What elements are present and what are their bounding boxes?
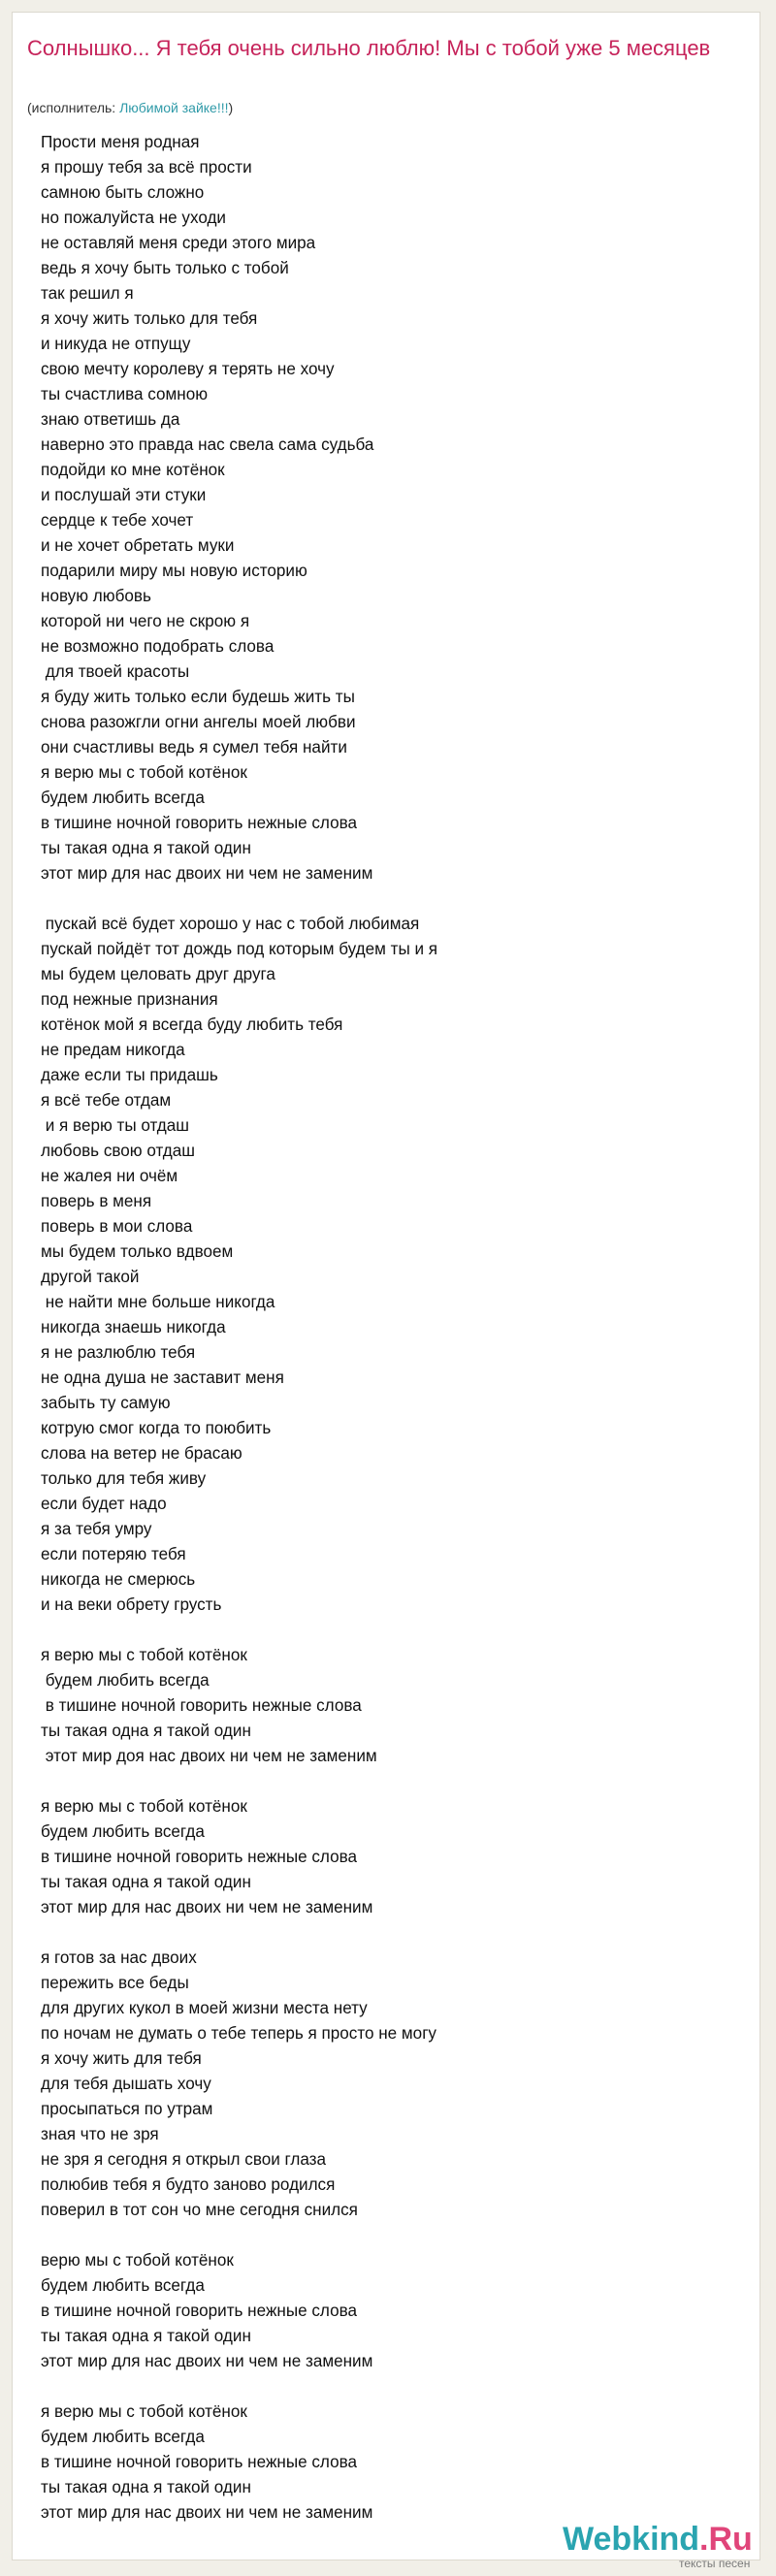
lyric-line: поверь в меня <box>41 1192 152 1210</box>
lyric-line: этот мир для нас двоих ни чем не заменим <box>41 864 373 883</box>
lyric-line: котёнок мой я всегда буду любить тебя <box>41 1015 343 1034</box>
lyric-line: я верю мы с тобой котёнок <box>41 2402 247 2421</box>
logo-wordmark-main: Webkind <box>563 2521 700 2558</box>
lyric-line: ведь я хочу быть только с тобой <box>41 259 289 277</box>
lyric-line: пускай всё будет хорошо у нас с тобой любимая <box>41 915 420 933</box>
lyric-line: будем любить всегда <box>41 789 205 807</box>
lyric-line: будем любить всегда <box>41 1822 205 1841</box>
lyric-line: мы будем целовать друг друга <box>41 965 275 983</box>
site-logo[interactable] <box>563 2520 766 2570</box>
lyric-line: ты такая одна я такой один <box>41 2327 251 2345</box>
lyric-line: этот мир доя нас двоих ни чем не заменим <box>41 1747 377 1765</box>
lyric-line: так решил я <box>41 284 134 303</box>
lyric-line: этот мир для нас двоих ни чем не заменим <box>41 2503 373 2522</box>
lyric-line: пережить все беды <box>41 1974 189 1992</box>
lyric-line: и на веки обрету грусть <box>41 1595 222 1614</box>
lyric-line: не возможно подобрать слова <box>41 637 275 656</box>
performer-link[interactable]: Любимой зайке!!! <box>119 100 229 115</box>
lyric-line: я верю мы с тобой котёнок <box>41 1646 247 1664</box>
lyric-line: любовь свою отдаш <box>41 1142 195 1160</box>
lyric-line: для тебя дышать хочу <box>41 2075 211 2093</box>
lyric-line <box>41 2223 739 2248</box>
lyric-line: для других кукол в моей жизни места нету <box>41 1999 368 2017</box>
lyric-line: полюбив тебя я будто заново родился <box>41 2175 336 2194</box>
lyric-line: поверил в тот сон чо мне сегодня снился <box>41 2201 358 2219</box>
lyric-line: я верю мы с тобой котёнок <box>41 763 247 782</box>
logo-tagline: тексты песен <box>679 2557 751 2570</box>
lyric-line: я верю мы с тобой котёнок <box>41 1797 247 1816</box>
lyric-line: и никуда не отпущу <box>41 335 191 353</box>
lyric-line: ты такая одна я такой один <box>41 1873 251 1891</box>
lyric-line: мы будем только вдвоем <box>41 1242 234 1261</box>
lyric-line: в тишине ночной говорить нежные слова <box>41 2453 357 2471</box>
lyric-line: я всё тебе отдам <box>41 1091 172 1110</box>
lyric-line: не зря я сегодня я открыл свои глаза <box>41 2150 327 2169</box>
lyric-line: забыть ту самую <box>41 1394 171 1412</box>
lyric-line: если будет надо <box>41 1495 167 1513</box>
lyric-line: сердце к тебе хочет <box>41 511 194 530</box>
lyric-line: и не хочет обретать муки <box>41 536 235 555</box>
lyric-line: не найти мне больше никогда <box>41 1293 275 1311</box>
lyric-line: ты такая одна я такой один <box>41 2478 251 2496</box>
lyric-line: Прости меня родная <box>41 133 200 151</box>
lyric-line: котрую смог когда то поюбить <box>41 1419 272 1437</box>
lyric-line: подойди ко мне котёнок <box>41 461 225 479</box>
lyric-line: просыпаться по утрам <box>41 2100 213 2118</box>
lyric-line: в тишине ночной говорить нежные слова <box>41 1696 362 1715</box>
lyric-line: знаю ответишь да <box>41 410 180 429</box>
lyric-line: ты счастлива сомною <box>41 385 209 403</box>
lyrics-text <box>41 130 739 2526</box>
lyric-line: поверь в мои слова <box>41 1217 193 1236</box>
lyric-line: я хочу жить для тебя <box>41 2049 202 2068</box>
lyric-line: не оставляй меня среди этого мира <box>41 234 316 252</box>
lyric-line: но пожалуйста не уходи <box>41 209 226 227</box>
lyric-line: в тишине ночной говорить нежные слова <box>41 1848 357 1866</box>
lyric-line: они счастливы ведь я сумел тебя найти <box>41 738 347 757</box>
lyric-line: я хочу жить только для тебя <box>41 309 258 328</box>
lyric-line: ты такая одна я такой один <box>41 839 251 857</box>
lyric-line <box>41 1618 739 1643</box>
lyric-line: не жалея ни очём <box>41 1167 178 1185</box>
lyric-line <box>41 1920 739 1946</box>
lyric-line: этот мир для нас двоих ни чем не заменим <box>41 2352 373 2370</box>
lyric-line: в тишине ночной говорить нежные слова <box>41 2302 357 2320</box>
lyric-line <box>41 1769 739 1794</box>
lyric-line: только для тебя живу <box>41 1469 207 1488</box>
lyric-line: и послушай эти стуки <box>41 486 207 504</box>
lyric-line: не одна душа не заставит меня <box>41 1368 284 1387</box>
lyric-line: подарили миру мы новую историю <box>41 562 307 580</box>
lyric-line: никогда знаешь никогда <box>41 1318 226 1336</box>
lyric-line: самною быть сложно <box>41 183 205 202</box>
lyric-line: свою мечту королеву я терять не хочу <box>41 360 335 378</box>
lyric-line: для твоей красоты <box>41 662 190 681</box>
lyric-line <box>41 2374 739 2399</box>
lyric-line: будем любить всегда <box>41 2276 205 2295</box>
lyric-line: я не разлюблю тебя <box>41 1343 196 1362</box>
lyric-line: я готов за нас двоих <box>41 1948 197 1967</box>
lyric-line: даже если ты придашь <box>41 1066 218 1084</box>
lyric-line: будем любить всегда <box>41 1671 210 1690</box>
lyric-line: снова разожгли огни ангелы моей любви <box>41 713 356 731</box>
lyric-line: другой такой <box>41 1268 140 1286</box>
lyric-line: слова на ветер не брасаю <box>41 1444 242 1463</box>
lyric-line: зная что не зря <box>41 2125 159 2143</box>
performer-suffix: ) <box>228 100 234 115</box>
lyric-line: я буду жить только если будешь жить ты <box>41 688 355 706</box>
page-title: Солнышко... Я тебя очень сильно люблю! Мы с тобой уже 5 месяцев <box>27 36 711 60</box>
lyric-line: наверно это правда нас свела сама судьба <box>41 435 374 454</box>
lyric-line: в тишине ночной говорить нежные слова <box>41 814 357 832</box>
lyric-line <box>41 886 739 912</box>
lyric-line: не предам никогда <box>41 1041 185 1059</box>
lyric-line: пускай пойдёт тот дождь под которым будем ты и я <box>41 940 438 958</box>
lyric-line: и я верю ты отдаш <box>41 1116 189 1135</box>
lyric-line: которой ни чего не скрою я <box>41 612 250 630</box>
performer-prefix: (исполнитель: <box>27 100 120 115</box>
lyric-line: если потеряю тебя <box>41 1545 186 1563</box>
lyric-line: под нежные признания <box>41 990 218 1009</box>
lyric-line: новую любовь <box>41 587 151 605</box>
lyric-line: ты такая одна я такой один <box>41 1722 251 1740</box>
lyric-line: верю мы с тобой котёнок <box>41 2251 234 2270</box>
lyric-line: по ночам не думать о тебе теперь я просто не могу <box>41 2024 436 2043</box>
lyric-line: будем любить всегда <box>41 2428 205 2446</box>
lyric-line: никогда не смерюсь <box>41 1570 196 1589</box>
performer-byline <box>27 99 233 116</box>
lyric-line: этот мир для нас двоих ни чем не заменим <box>41 1898 373 1916</box>
logo-wordmark-domain: .Ru <box>699 2521 753 2558</box>
lyric-line: я прошу тебя за всё прости <box>41 158 252 177</box>
lyric-line: я за тебя умру <box>41 1520 152 1538</box>
logo-wordmark <box>563 2520 753 2559</box>
